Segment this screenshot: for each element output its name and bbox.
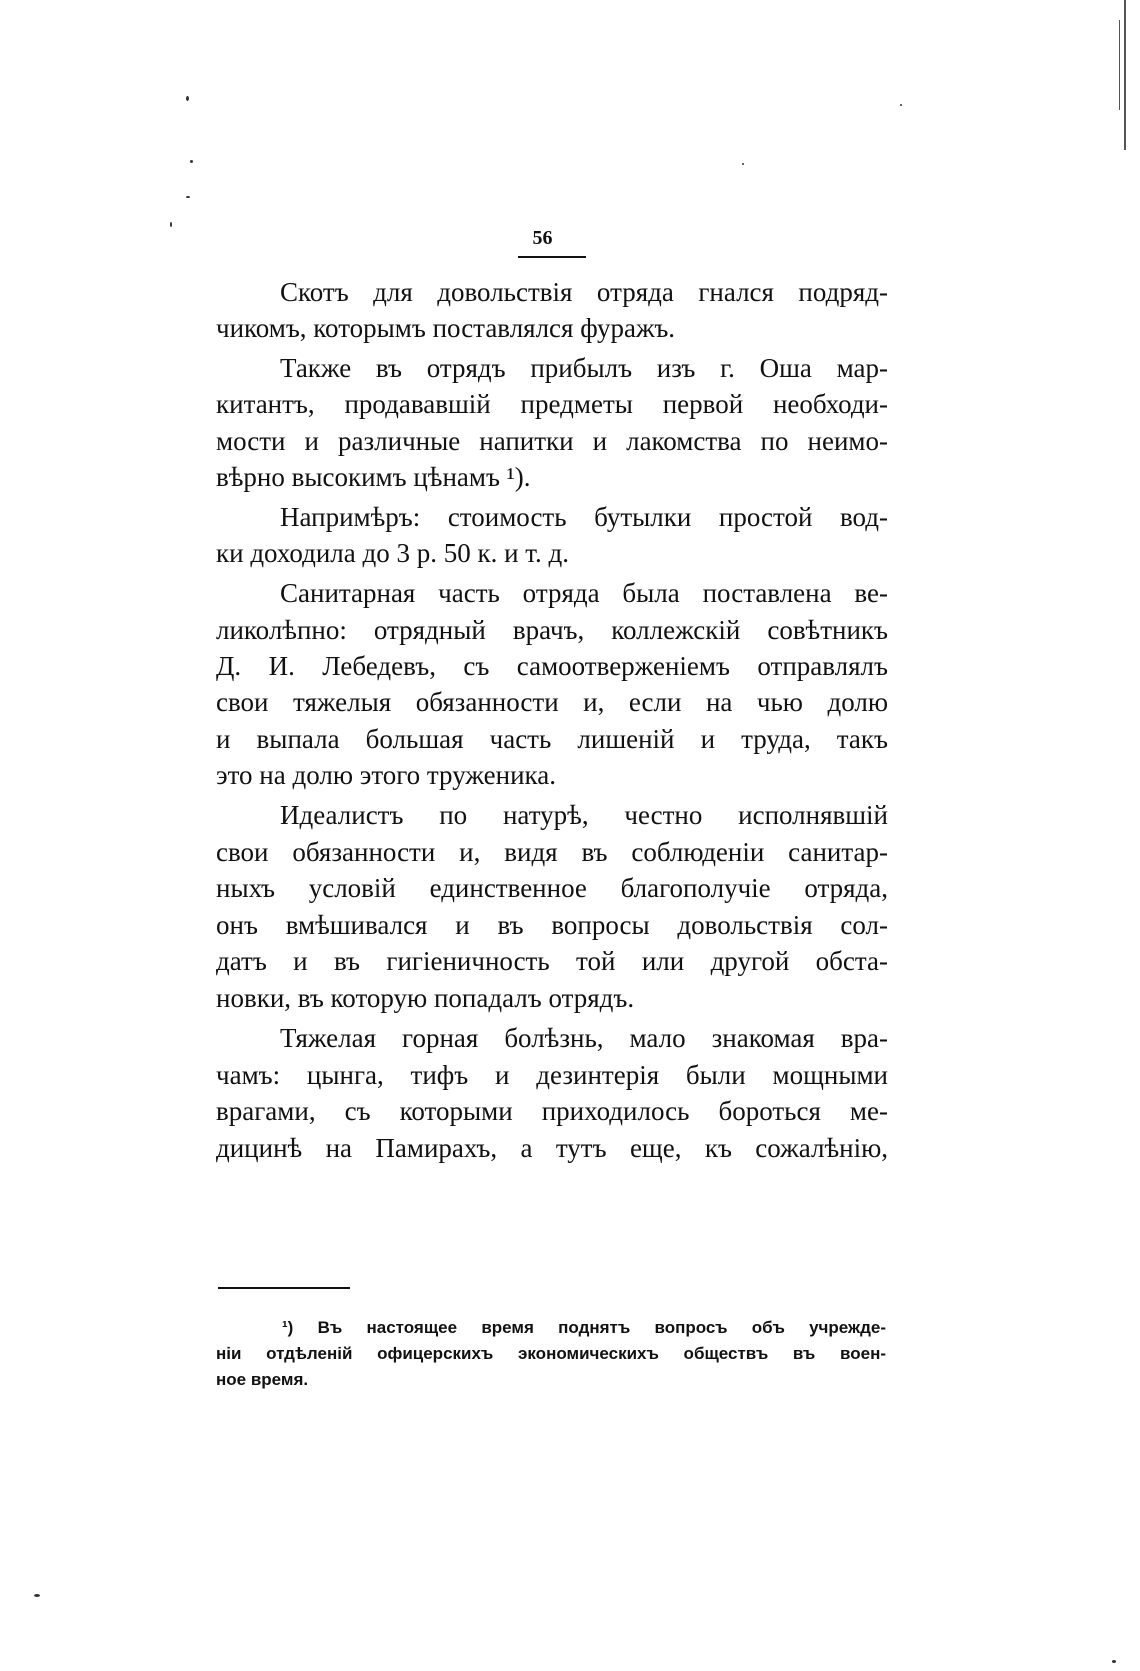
text-line: Напримѣръ: стоимость бутылки простой вод- — [280, 502, 888, 532]
scan-speck — [186, 96, 189, 101]
text-line: ликолѣпно: отрядный врачъ, коллежскій совѣтникъ — [216, 615, 888, 645]
scan-edge — [1119, 20, 1120, 110]
text-line: новки, въ которую попадалъ отрядъ. — [216, 983, 635, 1013]
text-line: ки доходила до 3 р. 50 к. и т. д. — [216, 538, 570, 568]
text-line: датъ и въ гигіеничность той или другой обста- — [216, 946, 888, 976]
text-line: Санитарная часть отряда была поставлена ве- — [280, 578, 888, 608]
page-number: 56 — [532, 227, 553, 249]
text-line: Идеалистъ по натурѣ, честно исполнявшій — [280, 800, 888, 830]
scan-speck — [190, 160, 193, 163]
text-line: и выпала большая часть лишеній и труда, такъ — [216, 724, 888, 754]
scan-speck — [900, 104, 902, 106]
footnote-separator — [218, 1287, 350, 1289]
scan-speck — [34, 1594, 40, 1597]
text-line: чамъ: цынга, тифъ и дезинтерія были мощными — [216, 1060, 888, 1090]
text-line: врагами, съ которыми приходилось бороться ме- — [216, 1096, 888, 1126]
scan-speck — [170, 222, 172, 227]
text-line: онъ вмѣшивался и въ вопросы довольствія сол- — [216, 910, 888, 940]
text-line: мости и различные напитки и лакомства по неимо- — [216, 426, 888, 456]
footnote-line: ніи отдѣленій офицерскихъ экономическихъ обществъ въ воен- — [216, 1344, 886, 1363]
scan-edge — [1124, 0, 1126, 150]
text-line: это на долю этого труженика. — [216, 760, 556, 790]
text-line: Также въ отрядъ прибылъ изъ г. Оша мар- — [280, 353, 888, 383]
text-line: Д. И. Лебедевъ, съ самоотверженіемъ отправлялъ — [216, 651, 888, 681]
text-line: дицинѣ на Памирахъ, а тутъ еще, къ сожалѣнію, — [216, 1133, 888, 1163]
footnote-line: ¹) Въ настоящее время поднятъ вопросъ объ учрежде- — [282, 1318, 886, 1337]
text-line: чикомъ, которымъ поставлялся фуражъ. — [216, 313, 676, 343]
footnote-line: ное время. — [216, 1370, 309, 1389]
text-line: вѣрно высокимъ цѣнамъ ¹). — [216, 462, 531, 492]
text-line: Скотъ для довольствія отряда гнался подряд- — [280, 277, 888, 307]
scan-speck — [186, 196, 190, 198]
text-line: китантъ, продававшій предметы первой необходи- — [216, 389, 888, 419]
scan-speck — [1112, 1660, 1116, 1663]
text-line: свои обязанности и, видя въ соблюденіи санитар- — [216, 837, 888, 867]
text-line: Тяжелая горная болѣзнь, мало знакомая вра- — [280, 1023, 888, 1053]
page-number-rule — [518, 256, 586, 258]
text-line: свои тяжелыя обязанности и, если на чью долю — [216, 687, 888, 717]
scan-speck — [742, 163, 744, 165]
text-line: ныхъ условій единственное благополучіе отряда, — [216, 873, 888, 903]
